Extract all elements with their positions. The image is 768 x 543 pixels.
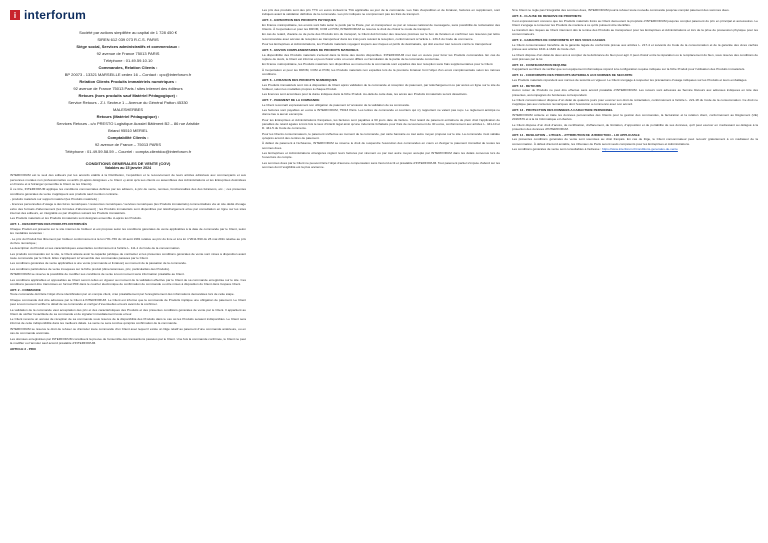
body-paragraph: Aucun retour de Produits ne peut être effectué sans accord préalable d'INTERFORUM. Les retours sont adressés au Service Retours aux adresses indiquées en tête des présentes, accompagnés du bordereau correspondant. <box>512 88 758 97</box>
header-line: Téléphone : 01.49.59.58.59 – Courriel : compta.clientdoc@interforum.fr <box>64 148 192 154</box>
body-paragraph: INTERFORUM est le seul des éditeurs par les accords établis à la Distribution, l'expédition et le recouvrement de leurs articles éditoriaux aux commerçants et aux personnes morales non professionnelles ou actifs (ci-après désignées « le Client ») ainsi qu'à ses clients ou assemblées des Administrations et les Entreprises Assimilées en France et à l'étranger (ensemble le Client ou les Clients). <box>10 173 246 186</box>
brand-logo-mark: i <box>10 10 20 20</box>
body-paragraph: - produits matériels sur support matériel (les Produits matériels) ; <box>10 196 99 201</box>
header-line: Retours (hors produits sauf Matériel Pédagogique) : <box>78 92 178 98</box>
article-heading: ART. 8 - CLAUSE DE RESERVE DE PROPRIETE <box>512 13 582 18</box>
article-heading: ART. 12 - RETOURS <box>512 83 541 88</box>
body-paragraph: Pour les Clients consommateurs, le paiement s'effectue au moment de la commande, par carte bancaire ou tout autre moyen proposé sur le site. La commande n'est validée qu'après accord des centres de paiement. <box>262 131 500 140</box>
header-line: MALESHERBES <box>112 106 143 112</box>
body-paragraph: Les licences sont accordées pour la durée indiquée dans la fiche Produit. Au-delà de cette date, les accès aux Produits immatériels seront désactivés. <box>262 92 468 97</box>
article-heading: ART. 10 - CONFIGURATION REQUISE <box>512 62 567 67</box>
body-paragraph: À défaut de paiement à l'échéance, INTERFORUM se réserve le droit de suspendre l'exécution des commandes en cours et d'exiger le paiement immédiat de toutes les sommes dues. <box>262 141 500 150</box>
header-line: Relation Clients Produits immatériels numériques : <box>79 78 177 84</box>
body-paragraph: Pour les Entreprises et Administrations françaises, les factures sont payables à 60 jours date de facture. Tout retard de paiement entraînera de plein droit l'application de pénalités de retard égales à trois fois le taux d'intérêt légal ainsi qu'une indemnité forfaitaire pour frais de recouvrement de 40 euros, conformément aux articles L. 441-10 et D. 441-5 du Code de commerce. <box>262 117 500 131</box>
cgv-validity: Valables au 15 janvier 2024 <box>104 165 152 170</box>
body-paragraph: Les conditions applicables et opposables au Client seront celles en vigueur au moment de la validation effective par le Client de sa commande enregistrée sur le site. Ces conditions peuvent être transmises en format PDF dans le courrier électronique de confirmation de commande ou être mises à disposition du Client dans l'espace Client. <box>10 277 246 286</box>
header-line: SIREN 612 039 073 R.C.S. PARIS <box>97 36 159 42</box>
body-paragraph: Le Client consommateur bénéficie de la garantie légale de conformité prévue aux articles L. 217-4 et suivants du Code de la consommation et de la garantie des vices cachés prévue aux articles 1641 à 1649 du Code civil. <box>512 42 758 52</box>
body-paragraph: La description du Produit et ses caractéristiques essentielles conformément à l'article L. 111-1 du Code de la consommation. <box>10 246 181 251</box>
article-heading: ART. 7 - PAIEMENT DE LA COMMANDE <box>262 97 320 102</box>
body-paragraph: Les produits commandés sur le site, le Client atteste avoir la capacité juridique de contracter et les présentes conditions générales de vente sont mises à disposition avant toute commande par le Client. Elles s'appliquent à l'ensemble des commandes passées par le Client. <box>10 251 246 260</box>
article-heading: ART. 2 - COMMANDE <box>10 287 41 292</box>
column-3 <box>512 8 758 536</box>
body-paragraph: À ce titre, INTERFORUM applique les conditions commerciales définies par les éditeurs, à prix de vente, remises, fonctionnalités des des livraisons, etc. ; ces présentes conditions générales de vente s'appliquent aux produits sauf mention contraire. <box>10 187 246 196</box>
body-paragraph: Le Client reconnaît expressément son obligation de paiement à l'occasion de la validation de sa commande. <box>262 102 410 107</box>
body-paragraph: INTERFORUM se réserve la possibilité de modifier ses conditions de vente à tout moment sans information préalable au Client. <box>10 272 185 277</box>
body-paragraph: Les factures sont payables en euros à INTERFORUM, 75013 Paris. Les lettres de commande et courriers qui s'y rapportent ne valent pas reçu. Le règlement anticipé ne donne lieu à aucun escompte. <box>262 108 500 117</box>
body-paragraph: La validation de la commande vaut acceptation des prix et des caractéristiques des Produits et des présentes conditions générales de vente par le Client. Il appartient au Client de vérifier l'exactitude de sa commande et de signaler immédiatement toute erreur. <box>10 307 246 316</box>
body-paragraph: Les Produits matériels et les Produits immatériels sont désignés ensemble ci-après les Produits. <box>10 216 142 221</box>
article-heading: ART. 14 - RESILIATION – LITIGES – ATTRIBUTION DE JURIDICTION – LOI APPLICABLE <box>512 132 640 137</box>
header-line: 92 avenue de France – 75013 PARIS <box>94 141 162 147</box>
header-line: Société par actions simplifiée au capital de 1 728 450 € <box>79 30 177 35</box>
body-paragraph: À l'exportation et pour les DROM, COM et POM, les Produits matériels non expédiés lors de la première livraison font l'objet d'un envoi complémentaire selon les mêmes conditions. <box>262 67 500 76</box>
body-paragraph: Pour les Entreprises et Administrations, les Produits matériels voyagent toujours aux risques et périls du destinataire, qui doit exercer tout recours contre le transporteur. <box>262 42 493 47</box>
article-heading: ART. 6 - LIVRAISON DES PRODUITS NUMERIQUES <box>262 77 337 82</box>
article-heading: ART. 11 - CONFORMITE DES PRODUITS MATERIELS AUX NORMES DE SECURITE <box>512 73 633 78</box>
body-paragraph: INTERFORUM collecte et traite les données personnelles des Clients pour la gestion des commandes, la facturation et la relation client, conformément au Règlement (UE) 2016/679 et à la loi Informatique et Libertés. <box>512 112 758 122</box>
article-heading: ARTICLE 3 - PRIX <box>10 346 36 351</box>
body-paragraph: Les Produits immatériels sont mis à disposition du Client après validation de la commande et réception du paiement, par téléchargement ou par accès en ligne sur le site de l'éditeur, selon les modalités propres à chaque Produit. <box>262 82 500 91</box>
body-paragraph: Le Client recevra un accusé de réception de sa commande sous réserve de la disponibilité des Produits dans le cas où les Produits seraient indisponibles. Le Client sera informé de cette indisponibilité dans les meilleurs délais. La vente ne sera conclue qu'après confirmation de la commande. <box>10 317 246 326</box>
header-line: Services Retours - c/o PRESTO Logistique Aussiel Bâtiment B2 – 86 rue Aristide <box>56 120 200 126</box>
body-paragraph: La disponibilité des Produits matériels s'entend dans la limite des stocks disponibles. INTERFORUM met tout en œuvre pour livrer les Produits commandés. En cas de rupture de stock, le Client est informé et peut choisir entre un envoi différé ou l'annulation de la partie de la commande concernée. <box>262 52 500 61</box>
body-paragraph: - Le prix du Produit fixé librement par l'éditeur conformément à la loi n°81-766 du 10 août 1981 relative au prix du livre et à la loi n°2011-590 du 26 mai 2011 relative au prix du livre numérique ; <box>10 236 246 245</box>
cgv-link[interactable]: https://www.interforum.fr/conditions-generales-de-vente <box>602 146 678 151</box>
article-heading: ART. 5 - ENVOIS COMPLEMENTAIRES DE PRODUITS MATERIELS <box>262 47 359 52</box>
body-paragraph: Les présentes conditions générales de vente sont soumises au droit français. En cas de litige, le Client consommateur peut recourir gratuitement à un médiateur de la consommation. À défaut d'accord amiable, les tribunaux de Paris seront seuls compétents pour les Entreprises et Administrations. <box>512 137 758 146</box>
body-paragraph: Les conditions générales de vente sont consultables à l'adresse : https://www.interforum.fr/conditions-generales-de-vente <box>512 146 678 151</box>
header-line: Service Retours - Z.I. Secteur 1 – Avenue du Général Patton 45330 <box>68 99 188 105</box>
brand-logo <box>10 8 86 22</box>
body-paragraph: Les conditions générales de vente applicables à une vente (commande et livraison) au moment de la passation de la commande. <box>10 261 187 266</box>
body-paragraph: En France métropolitaine, les Produits matériels non disponibles au moment de la commande sont expédiés dès leur réception sans frais supplémentaires pour le Client. <box>262 62 494 67</box>
header-line: Comptabilité Clients : <box>107 134 149 140</box>
body-paragraph: - licences personnelles d'usage à des livres numériques / ressources numériques / services numériques (les Produits immatériels) commercialisés via un site dédié d'usage et/ou des formats d'abonnement (les formules d'abonnement) ; les Produits immatériels sont disponibles par téléchargement et/ou par consultation en ligne sur les sites internet des éditeurs, en intégralité ou par chapitres suivant les Produits immatériels. <box>10 202 246 215</box>
body-paragraph: Les données enregistrées par INTERFORUM constituent la preuve de l'ensemble des transactions passées par le Client. Une fois la commande confirmée, le Client ne peut la modifier ou l'annuler sauf accord préalable d'INTERFORUM. <box>10 336 246 345</box>
body-paragraph: Le Client dispose d'un délai de deux ans à compter de la délivrance du bien pour agir. Il peut choisir entre la réparation ou le remplacement du bien, sous réserve des conditions de coût prévues par la loi. <box>512 52 758 61</box>
cgv-title: CONDITIONS GENERALES DE VENTE (CGV) <box>85 160 171 166</box>
body-paragraph: Les sommes dues par le Client ne peuvent faire l'objet d'aucune compensation sans l'accord écrit et préalable d'INTERFORUM. Tout paiement partiel s'impute d'abord sur les sommes dont l'exigibilité est la plus ancienne. <box>262 160 500 170</box>
body-paragraph: Le Client dispose d'un droit d'accès, de rectification, d'effacement, de limitation, d'opposition et de portabilité de ses données, qu'il peut exercer en s'adressant au délégué à la protection des données d'INTERFORUM. <box>512 122 758 131</box>
header-line: Commandes, Relation Clients : <box>98 64 158 70</box>
header-line: BP 20073 - 13321 MARSEILLE cedex 16 – Contact : cpc@interforum.fr <box>64 71 192 77</box>
company-header <box>10 30 246 155</box>
body-paragraph: Les prix des produits sont des prix TTC en euros incluant la TVA applicable au jour de la commande. Les frais d'expédition et de livraison, facturés en supplément, sont indiqués avant la validation définitive de la commande. Les prix indiqués ne comprennent pas les frais de transport. <box>262 8 500 17</box>
body-paragraph: Les Entreprises et Administrations étrangères règlent leurs factures par virement ou par tout autre moyen accepté par INTERFORUM dans les délais convenus lors de l'ouverture du compte. <box>262 151 500 160</box>
body-paragraph: Chaque commande doit être adressée par le Client à INTERFORUM. Le Client est informé que la commande de Produits implique une obligation de paiement. Le Client peut à tout moment vérifier le détail de sa commande et corriger d'éventuelles erreurs avant de la confirmer. <box>10 297 246 307</box>
body-paragraph: Le transfert des risques au Client intervient dès la remise des Produits au transporteur pour les Entreprises et Administrations et lors de la prise de possession physique pour les consommateurs. <box>512 28 758 37</box>
body-paragraph: Toute commande doit faire l'objet d'une identification par un compte client, créé préalablement par l'enregistrement des informations demandées lors de cette étape. <box>10 292 235 297</box>
article-heading: ART. 9 - GARANTIES DE CONFORMITE ET DES VICES CACHES <box>512 38 606 43</box>
body-paragraph: Chaque Produit est présenté sur le site internet de l'éditeur et est proposé selon les conditions générales de vente applicables à la date de commande par le Client, selon les modalités suivantes : <box>10 226 246 236</box>
body-paragraph: Les conditions particulières de vente invoquées sur la fiche produit (dimensionnées, prix, particularités des Produits). <box>10 266 170 271</box>
body-paragraph: En France métropolitaine, les envois sont faits selon le poids par la Poste, par un transporteur ou par un réseau national de messagerie, sans possibilité de réclamation des Clients. À l'exportation et pour les DROM, COM et POM, INTERFORUM se réserve le droit de choisir le mode de transport. <box>262 22 500 31</box>
header-line: 92 avenue de France 75013 Paris / sites internet des éditeurs <box>73 85 183 91</box>
body-paragraph: Il est expressément convenu que les Produits matériels livrés au Client demeurent la propriété d'INTERFORUM jusqu'au complet paiement du prix en principal et accessoires. Le Client s'engage à conserver les Produits de manière à ce qu'ils puissent être identifiés. <box>512 18 758 27</box>
body-paragraph: Il appartient au Client de vérifier que son équipement informatique répond à la configuration requise indiquée sur la fiche Produit pour l'utilisation des Produits immatériels. <box>512 67 746 72</box>
header-line: Retours (Matériel Pédagogique) : <box>96 113 160 119</box>
article-heading: ART. 1 - DESCRIPTION DES PRODUITS DISTRIBUÉS <box>10 222 88 227</box>
column-2 <box>262 8 500 536</box>
header-line: 92 avenue de France 75013 PARIS <box>96 50 160 56</box>
body-paragraph: Le Client consommateur dispose d'un délai de quatorze jours pour exercer son droit de rétractation, conformément à l'article L. 221-18 du Code de la consommation. Ce droit ne s'applique pas aux contenus numériques dont l'exécution a commencé avec son accord. <box>512 98 758 107</box>
body-paragraph: En cas de retard, d'avarie ou de perte des Produits lors du transport, le Client doit formuler des réserves précises sur le bon de livraison et confirmer ses réserves par lettre recommandée avec accusé de réception au transporteur dans les trois jours suivant la réception, conformément à l'article L. 133-3 du Code de commerce. <box>262 32 500 41</box>
header-line: Briand 95510 MERIEL <box>108 127 148 133</box>
header-line: Siège social, Services administratifs et commerciaux : <box>76 43 180 49</box>
body-paragraph: Les Produits matériels répondent aux normes de sécurité en vigueur. Le Client s'engage à respecter les précautions d'usage indiquées sur les Produits et leurs emballages. <box>512 77 748 82</box>
header-line: Téléphone : 01.49.59.10.10 <box>103 57 153 63</box>
body-paragraph: INTERFORUM se réserve le droit de refuser ou d'annuler toute commande d'un Client avec lequel il existe un litige relatif au paiement d'une commande antérieure, ou en cas de commande anormale. <box>10 326 246 336</box>
article-heading: ART. 4 - EXPEDITION DES PRODUITS PHYSIQUES <box>262 18 336 22</box>
article-heading: ART. 13 - PROTECTION DES DONNEES A CARACTERE PERSONNEL <box>512 108 613 113</box>
brand-name: interforum <box>24 8 86 22</box>
column-1 <box>10 30 246 536</box>
body-paragraph: Si le Client ne règle pas l'intégralité des sommes dues, INTERFORUM pourra refuser toute nouvelle commande jusqu'au complet paiement des sommes dues. <box>512 8 730 12</box>
